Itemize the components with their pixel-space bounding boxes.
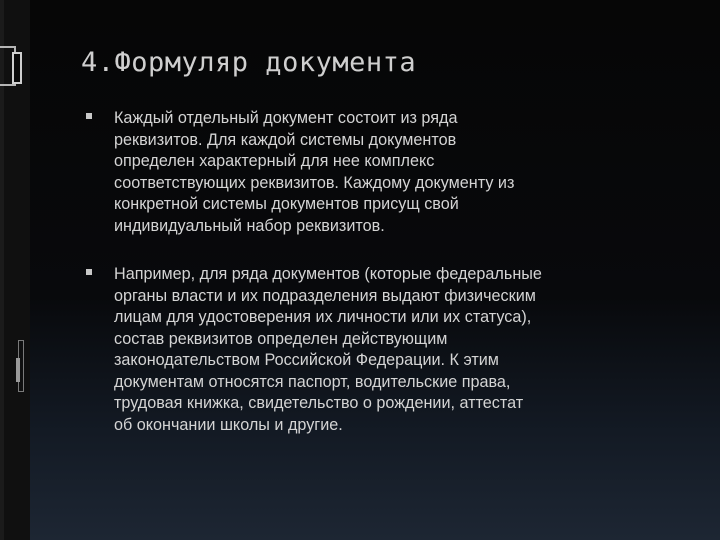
decorative-bar-lower	[16, 358, 20, 382]
slide-title: 4.Формуляр документа	[81, 47, 417, 78]
bullet-line: законодательством Российской Федерации. К этим	[114, 351, 499, 369]
bullet-line: определен характерный для нее комплекс	[114, 152, 435, 170]
bullet-line: Например, для ряда документов (которые федеральные	[114, 265, 542, 283]
bullet-line: об окончании школы и другие.	[114, 415, 343, 434]
slide-content	[86, 108, 686, 463]
bullet-marker-icon	[86, 113, 92, 119]
bullet-marker-icon	[86, 269, 92, 275]
bullet-line: реквизитов. Для каждой системы документов	[114, 130, 457, 149]
decorative-box-top	[12, 52, 22, 84]
bullet-line: конкретной системы документов присущ свой	[114, 195, 459, 213]
bullet-line: соответствующих реквизитов. Каждому документу из	[114, 173, 515, 192]
bullet-line: органы власти и их подразделения выдают физическим	[114, 286, 536, 305]
bullet-item-2	[86, 264, 686, 436]
bullet-line: трудовая книжка, свидетельство о рождении, аттестат	[114, 394, 524, 412]
bullet-line: Каждый отдельный документ состоит из ряда	[114, 109, 458, 127]
bullet-line: индивидуальный набор реквизитов.	[114, 216, 385, 235]
bullet-line: лицам для удостоверения их личности или их статуса),	[114, 308, 532, 326]
bullet-line: документам относятся паспорт, водительские права,	[114, 372, 511, 391]
bullet-line: состав реквизитов определен действующим	[114, 329, 448, 348]
bullet-item-1	[86, 108, 686, 237]
